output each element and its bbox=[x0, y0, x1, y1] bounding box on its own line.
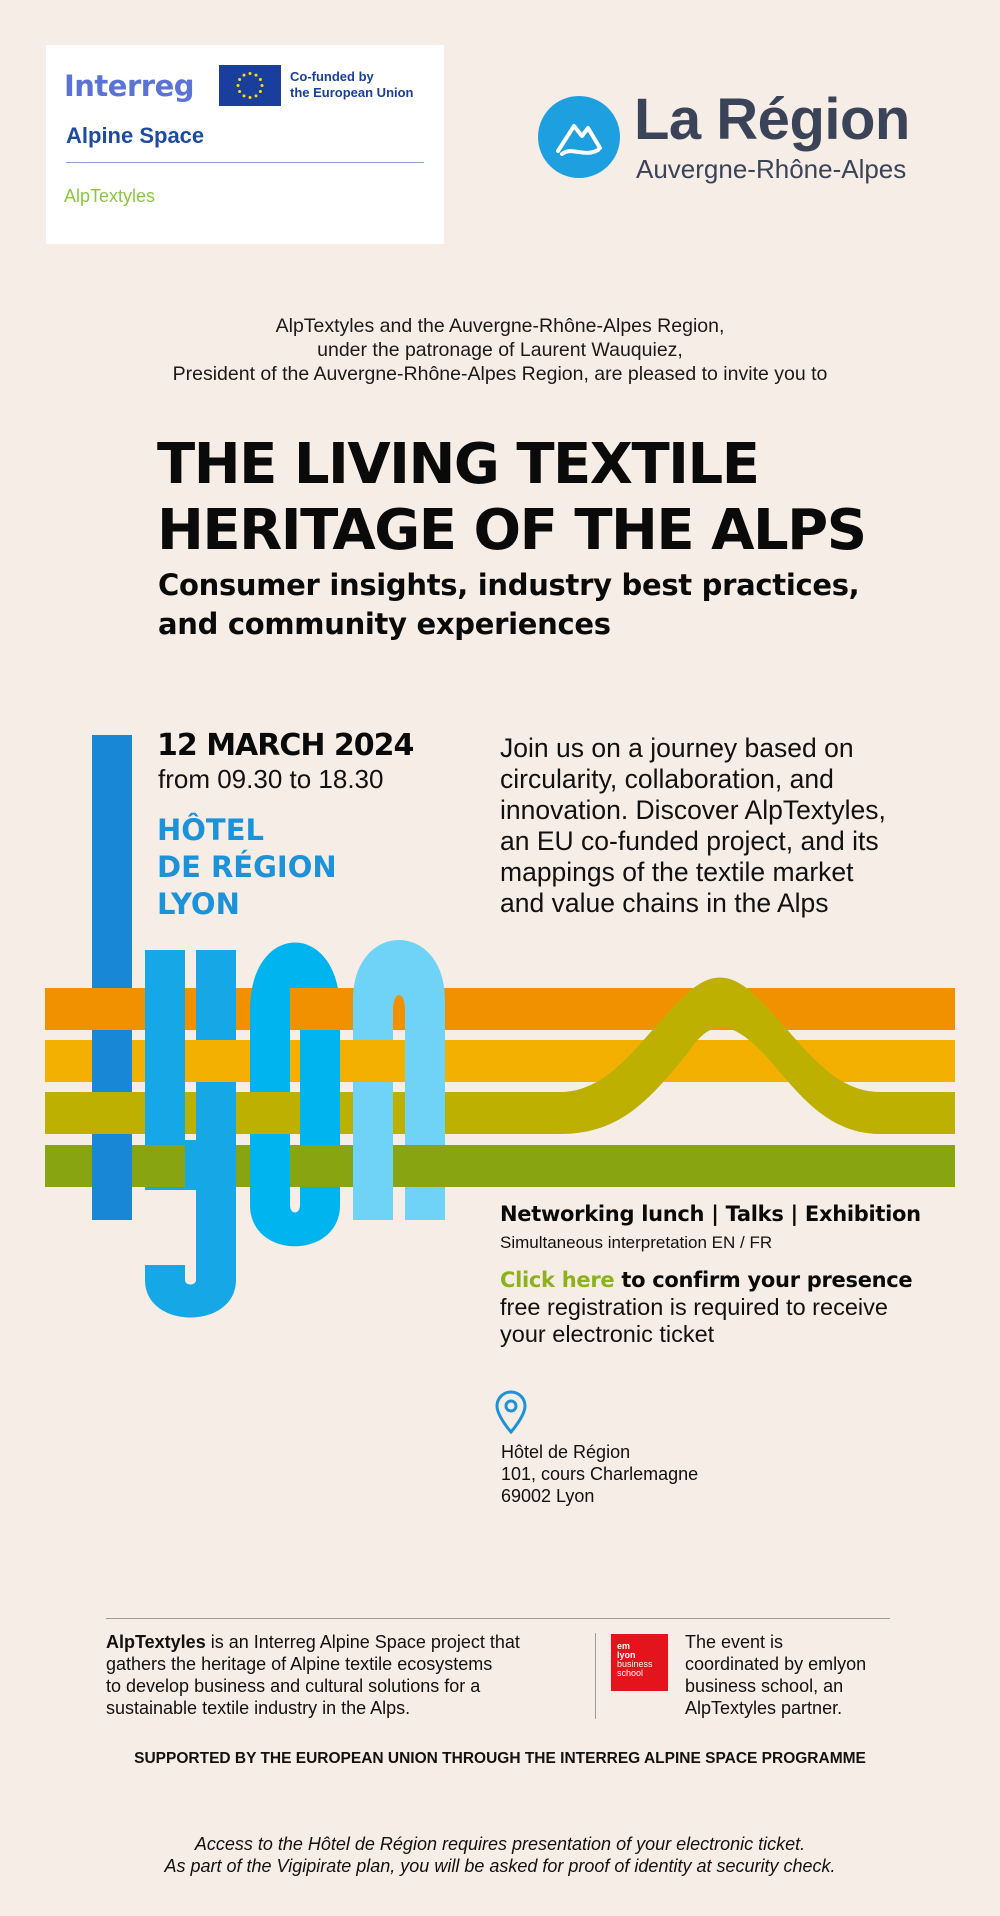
intro-line: President of the Auvergne-Rhône-Alpes Region, are pleased to invite you to bbox=[172, 363, 828, 385]
emlyon-logo-line: business bbox=[617, 1659, 653, 1669]
description-line: and value chains in the Alps bbox=[500, 888, 829, 918]
description-line: an EU co-funded project, and its bbox=[500, 826, 879, 856]
footer-divider bbox=[106, 1618, 890, 1619]
footer-vertical-divider bbox=[595, 1633, 596, 1719]
logo-divider bbox=[66, 162, 424, 163]
registration-line: free registration is required to receive bbox=[500, 1294, 888, 1320]
footer-right-line: coordinated by emlyon bbox=[685, 1654, 867, 1674]
description-line: mappings of the textile market bbox=[500, 857, 854, 887]
alpine-space-label: Alpine Space bbox=[66, 123, 205, 148]
program-title: Networking lunch | Talks | Exhibition bbox=[500, 1202, 921, 1226]
cofunded-label bbox=[290, 69, 440, 101]
emlyon-logo bbox=[611, 1634, 668, 1691]
region-logo-subtitle: Auvergne-Rhône-Alpes bbox=[636, 154, 907, 184]
letter-l bbox=[92, 735, 132, 1220]
intro-line: AlpTextyles and the Auvergne-Rhône-Alpes Region, bbox=[275, 315, 725, 337]
footer-project-name: AlpTextyles bbox=[106, 1632, 206, 1652]
emlyon-logo-line: lyon bbox=[617, 1650, 636, 1660]
footer-coordinator-note bbox=[685, 1631, 905, 1719]
footer-left-first-rest: is an Interreg Alpine Space project that bbox=[205, 1632, 520, 1652]
eu-flag-icon bbox=[219, 65, 281, 106]
title-line: HERITAGE OF THE ALPS bbox=[157, 498, 866, 563]
address-line: 69002 Lyon bbox=[501, 1486, 595, 1506]
registration-note bbox=[500, 1294, 970, 1348]
access-note bbox=[0, 1833, 1000, 1877]
supported-by-statement: SUPPORTED BY THE EUROPEAN UNION THROUGH THE INTERREG ALPINE SPACE PROGRAMME bbox=[134, 1750, 866, 1767]
confirm-line bbox=[500, 1268, 912, 1292]
footer-left-line bbox=[106, 1631, 586, 1653]
region-logo-title: La Région bbox=[634, 87, 910, 152]
interpretation-note: Simultaneous interpretation EN / FR bbox=[500, 1233, 773, 1252]
venue-name bbox=[157, 812, 337, 923]
venue-line: HÔTEL bbox=[157, 813, 264, 847]
confirm-text: to confirm your presence bbox=[614, 1268, 913, 1292]
location-pin-icon bbox=[494, 1390, 528, 1434]
cofunded-line-1: Co-funded by bbox=[290, 69, 374, 84]
interreg-logo-box bbox=[46, 45, 444, 244]
footer-project-description bbox=[106, 1631, 586, 1719]
description-line: innovation. Discover AlpTextyles, bbox=[500, 795, 886, 825]
venue-line: LYON bbox=[157, 887, 240, 921]
emlyon-logo-line: school bbox=[617, 1668, 644, 1678]
footer-right-line: AlpTextyles partner. bbox=[685, 1698, 843, 1718]
intro-line: under the patronage of Laurent Wauquiez, bbox=[317, 339, 683, 361]
alptextyles-logo-text: AlpTextyles bbox=[64, 186, 156, 206]
page-subtitle bbox=[158, 566, 958, 644]
footer-right-line: The event is bbox=[685, 1632, 784, 1652]
event-date: 12 MARCH 2024 bbox=[157, 728, 414, 763]
address-line: 101, cours Charlemagne bbox=[501, 1464, 699, 1484]
footer-left-line: sustainable textile industry in the Alps. bbox=[106, 1698, 411, 1718]
subtitle-line: and community experiences bbox=[158, 607, 611, 641]
cofunded-line-2: the European Union bbox=[290, 85, 414, 100]
description-line: circularity, collaboration, and bbox=[500, 764, 834, 794]
region-logo-icon bbox=[538, 96, 620, 178]
event-time: from 09.30 to 18.30 bbox=[158, 764, 384, 794]
subtitle-line: Consumer insights, industry best practices, bbox=[158, 568, 860, 602]
title-line: THE LIVING TEXTILE bbox=[157, 432, 759, 497]
click-here-link[interactable]: Click here bbox=[500, 1268, 615, 1292]
footer-left-line: gathers the heritage of Alpine textile ecosystems bbox=[106, 1654, 493, 1674]
page-title bbox=[157, 432, 937, 564]
venue-line: DE RÉGION bbox=[157, 850, 337, 884]
event-description bbox=[500, 733, 970, 919]
footer-left-line: to develop business and cultural solutions for a bbox=[106, 1676, 481, 1696]
interreg-logo-text: Interreg bbox=[64, 69, 194, 103]
description-line: Join us on a journey based on bbox=[500, 733, 854, 763]
footer-right-line: business school, an bbox=[685, 1676, 844, 1696]
emlyon-logo-line: em bbox=[617, 1641, 631, 1651]
access-note-line: Access to the Hôtel de Région requires presentation of your electronic ticket. bbox=[194, 1834, 806, 1854]
intro-text bbox=[0, 314, 1000, 386]
registration-line: your electronic ticket bbox=[500, 1321, 715, 1347]
address-block bbox=[501, 1441, 698, 1507]
access-note-line: As part of the Vigipirate plan, you will be asked for proof of identity at security check. bbox=[164, 1856, 836, 1876]
address-line: Hôtel de Région bbox=[501, 1442, 631, 1462]
